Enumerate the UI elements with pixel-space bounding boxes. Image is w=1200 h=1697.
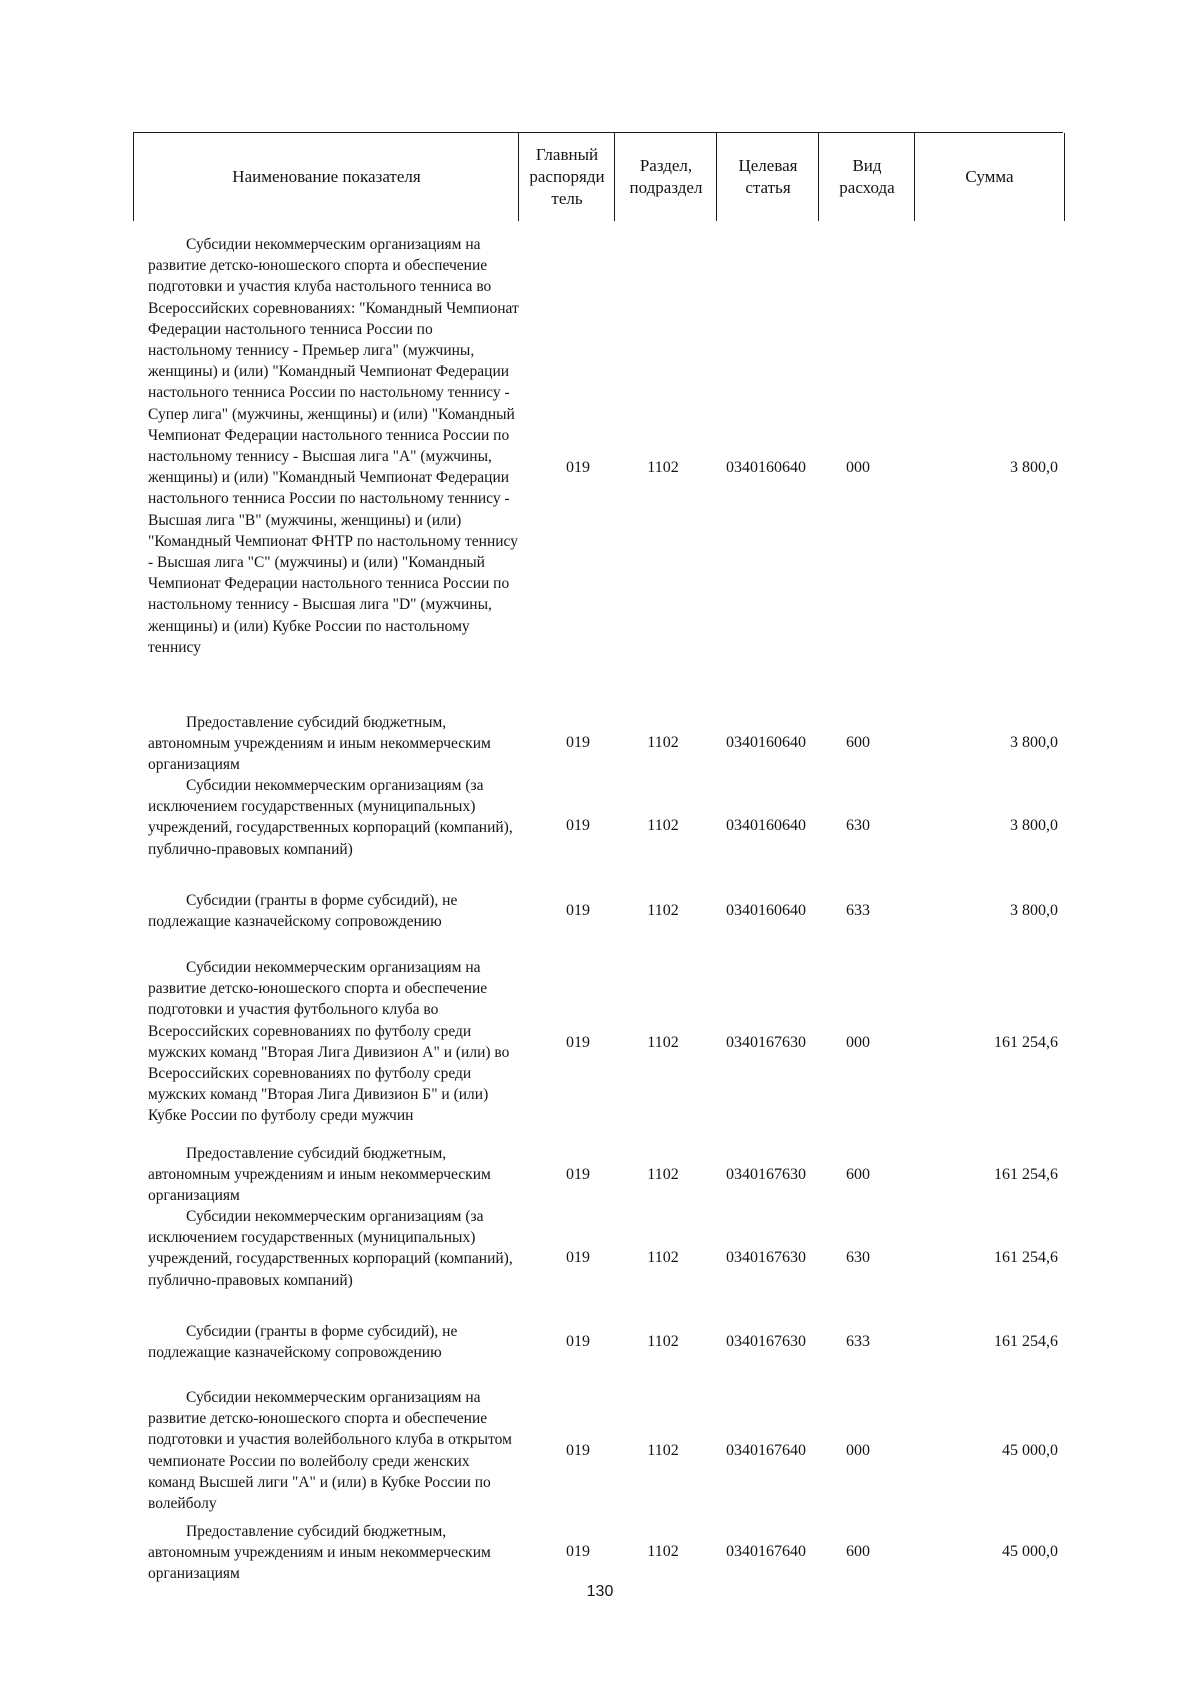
row-celevaya: 0340167630 (726, 1333, 806, 1350)
row-summa: 161 254,6 (994, 1249, 1058, 1266)
row-glavny: 019 (566, 1249, 590, 1266)
row-summa: 3 800,0 (1010, 459, 1058, 476)
row-name: Субсидии некоммерческим организациям (за исключением государственных (муниципальных) учреждений, государственных корпораций (компаний), публично-правовых компаний) (148, 1208, 513, 1289)
row-razdel: 1102 (647, 1543, 679, 1560)
row-razdel: 1102 (647, 1034, 679, 1051)
row-glavny: 019 (566, 459, 590, 476)
row-name: Субсидии некоммерческим организациям на развитие детско-юношеского спорта и обеспечение подготовки и участия волейбольного клуба в открытом чемпионате России по волейболу среди женских команд Высшей лиги "А" и (или) в Кубке России по волейболу (148, 1389, 512, 1513)
row-name: Субсидии (гранты в форме субсидий), не подлежащие казначейскому сопровождению (148, 1323, 458, 1362)
header-name-text: Наименование показателя (232, 167, 421, 186)
row-razdel: 1102 (647, 1333, 679, 1350)
page-number: 130 (586, 1583, 614, 1600)
header-vid (818, 133, 915, 221)
header-glavny (518, 133, 615, 221)
row-razdel: 1102 (647, 459, 679, 476)
row-summa: 161 254,6 (994, 1034, 1058, 1051)
row-celevaya: 0340160640 (726, 459, 806, 476)
row-razdel: 1102 (647, 817, 679, 834)
row-celevaya: 0340160640 (726, 734, 806, 751)
row-glavny: 019 (566, 1442, 590, 1459)
header-celevaya (716, 133, 819, 221)
row-name: Субсидии некоммерческим организациям на развитие детско-юношеского спорта и обеспечение подготовки и участия футбольного клуба во Всероссийских соревнованиях по футболу среди мужских команд "Вторая Лига Дивизион А" и (или) во Всероссийских соревнованиях по футболу среди мужских команд "Вторая Лига Дивизион Б" и (или) Кубке России по футболу среди мужчин (148, 959, 510, 1125)
row-glavny: 019 (566, 1333, 590, 1350)
row-celevaya: 0340167640 (726, 1442, 806, 1459)
row-glavny: 019 (566, 902, 590, 919)
row-celevaya: 0340160640 (726, 902, 806, 919)
header-name (133, 133, 519, 221)
row-name: Субсидии (гранты в форме субсидий), не подлежащие казначейскому сопровождению (148, 892, 458, 931)
row-celevaya: 0340167640 (726, 1543, 806, 1560)
row-summa: 3 800,0 (1010, 817, 1058, 834)
header-vid-text: Вид расхода (839, 156, 895, 197)
row-vid: 000 (846, 1034, 870, 1051)
row-razdel: 1102 (647, 734, 679, 751)
row-vid: 000 (846, 459, 870, 476)
row-summa: 161 254,6 (994, 1166, 1058, 1183)
row-vid: 633 (846, 902, 870, 919)
header-glavny-text: Главный распоряди тель (529, 145, 605, 208)
row-name: Субсидии некоммерческим организациям на развитие детско-юношеского спорта и обеспечение подготовки и участия клуба настольного тенниса во Всероссийских соревнованиях: "Командный Чемпионат Федерации настольного тенниса России по настольному теннису - Премьер лига" (мужчины, женщины) и (или) "Командный Чемпионат Федерации настольного тенниса России по настольному теннису - Супер лига" (мужчины, женщины) и (или) "Командный Чемпионат Федерации настольного тенниса России по настольному теннису - Высшая лига "А" (мужчины, женщины) и (или) "Командный Чемпионат Федерации настольного тенниса России по настольному теннису - Высшая лига "В" (мужчины, женщины) и (или) "Командный Чемпионат ФНТР по настольному теннису - Высшая лига "С" (мужчины) и (или) "Командный Чемпионат Федерации настольного тенниса России по настольному теннису - Высшая лига "D" (мужчины, женщины) и (или) Кубке России по настольному теннису (148, 236, 519, 656)
row-vid: 600 (846, 1166, 870, 1183)
row-summa: 45 000,0 (1002, 1543, 1058, 1560)
row-vid: 600 (846, 1543, 870, 1560)
row-name: Субсидии некоммерческим организациям (за исключением государственных (муниципальных) учреждений, государственных корпораций (компаний), публично-правовых компаний) (148, 777, 513, 858)
table-header (133, 132, 1063, 221)
row-razdel: 1102 (647, 1166, 679, 1183)
row-name: Предоставление субсидий бюджетным, автономным учреждениям и иным некоммерческим организациям (148, 1523, 491, 1583)
row-vid: 630 (846, 1249, 870, 1266)
row-razdel: 1102 (647, 1442, 679, 1459)
row-vid: 600 (846, 734, 870, 751)
row-summa: 3 800,0 (1010, 734, 1058, 751)
row-glavny: 019 (566, 734, 590, 751)
row-celevaya: 0340167630 (726, 1034, 806, 1051)
row-summa: 45 000,0 (1002, 1442, 1058, 1459)
row-summa: 161 254,6 (994, 1333, 1058, 1350)
row-glavny: 019 (566, 1166, 590, 1183)
row-razdel: 1102 (647, 902, 679, 919)
header-razdel (614, 133, 717, 221)
header-celevaya-text: Целевая статья (738, 156, 798, 197)
row-vid: 633 (846, 1333, 870, 1350)
row-glavny: 019 (566, 1543, 590, 1560)
row-celevaya: 0340167630 (726, 1249, 806, 1266)
header-summa (914, 133, 1065, 221)
row-celevaya: 0340160640 (726, 817, 806, 834)
row-vid: 630 (846, 817, 870, 834)
header-razdel-text: Раздел, подраздел (629, 156, 703, 197)
row-glavny: 019 (566, 817, 590, 834)
row-summa: 3 800,0 (1010, 902, 1058, 919)
row-glavny: 019 (566, 1034, 590, 1051)
row-celevaya: 0340167630 (726, 1166, 806, 1183)
row-name: Предоставление субсидий бюджетным, автономным учреждениям и иным некоммерческим организациям (148, 1145, 491, 1205)
row-name: Предоставление субсидий бюджетным, автономным учреждениям и иным некоммерческим организациям (148, 714, 491, 774)
row-vid: 000 (846, 1442, 870, 1459)
row-razdel: 1102 (647, 1249, 679, 1266)
header-summa-text: Сумма (965, 167, 1014, 186)
